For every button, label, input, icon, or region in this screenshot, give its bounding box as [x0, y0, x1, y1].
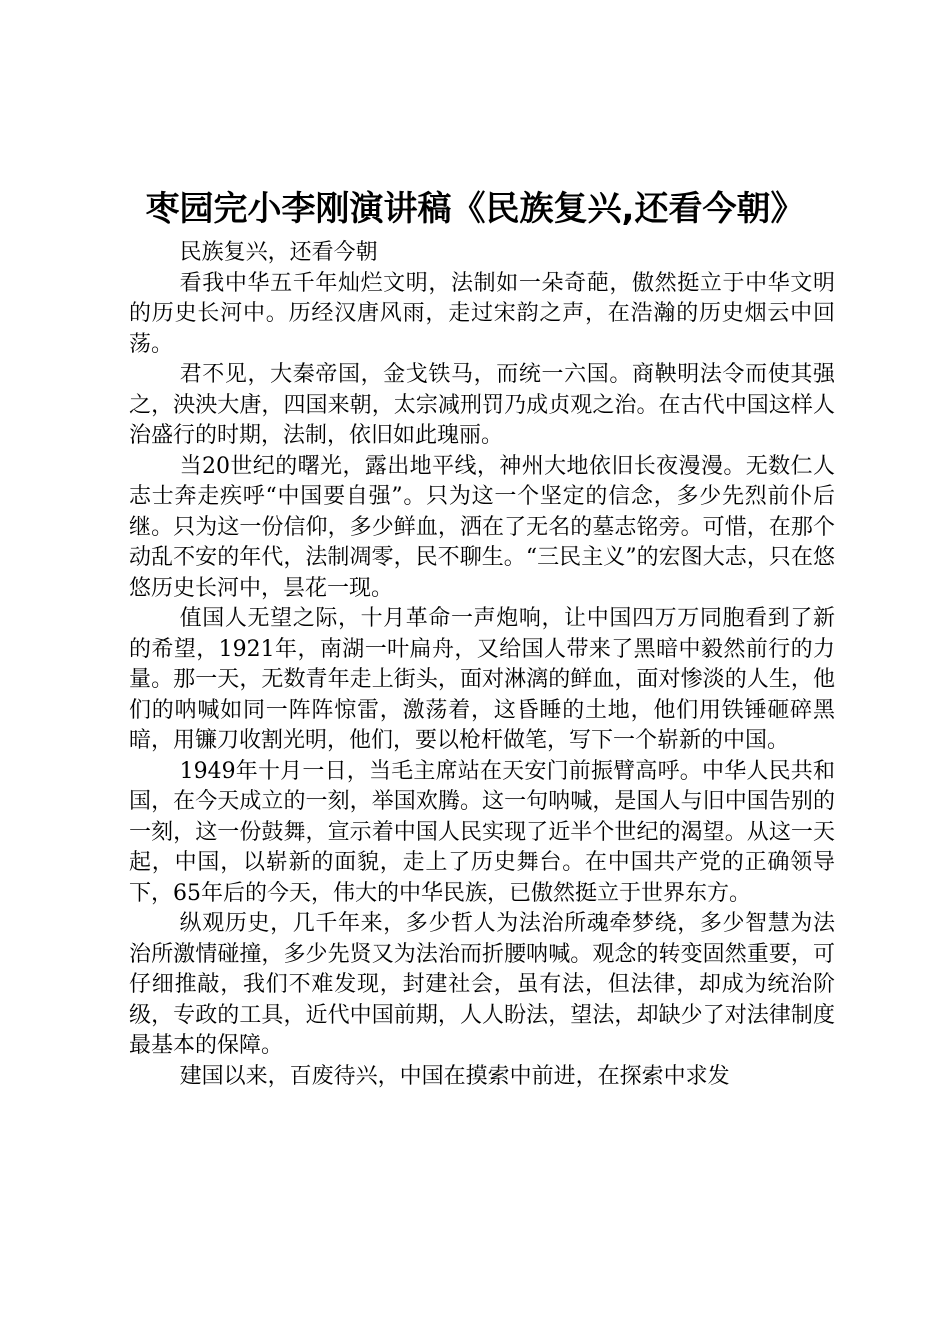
paragraph: 建国以来，百废待兴，中国在摸索中前进，在探索中求发 — [179, 1063, 730, 1089]
paragraph: 看我中华五千年灿烂文明，法制如一朵奇葩，傲然挺立于中华文明的历史长河中。历经汉唐风雨，走过宋韵之声，在浩瀚的历史烟云中回荡。 — [129, 270, 835, 357]
paragraph: 1949年十月一日，当毛主席站在天安门前振臂高呼。中华人民共和国，在今天成立的一刻，举国欢腾。这一句呐喊，是国人与旧中国告别的一刻，这一份鼓舞，宣示着中国人民实现了近半个世纪的渴望。从这一天起，中国，以崭新的面貌，走上了历史舞台。在中国共产党的正确领导下，65年后的今天，伟大的中华民族，已傲然挺立于世界东方。 — [129, 758, 835, 906]
document-title: 枣园完小李刚演讲稿《民族复兴,还看今朝》 — [145, 189, 805, 229]
document-body — [129, 238, 835, 1092]
paragraph: 值国人无望之际，十月革命一声炮响，让中国四万万同胞看到了新的希望，1921年，南湖一叶扁舟，又给国人带来了黑暗中毅然前行的力量。那一天，无数青年走上街头，面对淋漓的鲜血，面对惨淡的人生，他们的呐喊如同一阵阵惊雷，激荡着，这昏睡的土地，他们用铁锤砸碎黑暗，用镰刀收割光明，他们，要以枪杆做笔，写下一个崭新的中国。 — [129, 606, 835, 753]
paragraph: 纵观历史，几千年来，多少哲人为法治所魂牵梦绕，多少智慧为法治所激情碰撞，多少先贤又为法治而折腰呐喊。观念的转变固然重要，可仔细推敲，我们不难发现，封建社会，虽有法，但法律，却成为统治阶级，专政的工具，近代中国前期，人人盼法，望法，却缺少了对法律制度最基本的保障。 — [129, 911, 835, 1058]
paragraph: 君不见，大秦帝国，金戈铁马，而统一六国。商鞅明法令而使其强之，泱泱大唐，四国来朝，太宗减刑罚乃成贞观之治。在古代中国这样人治盛行的时期，法制，依旧如此瑰丽。 — [129, 362, 835, 448]
paragraph: 当20世纪的曙光，露出地平线，神州大地依旧长夜漫漫。无数仁人志士奔走疾呼“中国要自强”。只为这一个坚定的信念，多少先烈前仆后继。只为这一份信仰，多少鲜血，洒在了无名的墓志铭旁。可惜，在那个动乱不安的年代，法制凋零，民不聊生。“三民主义”的宏图大志，只在悠悠历史长河中，昙花一现。 — [129, 453, 835, 601]
paragraph-subtitle: 民族复兴，还看今朝 — [179, 240, 378, 265]
